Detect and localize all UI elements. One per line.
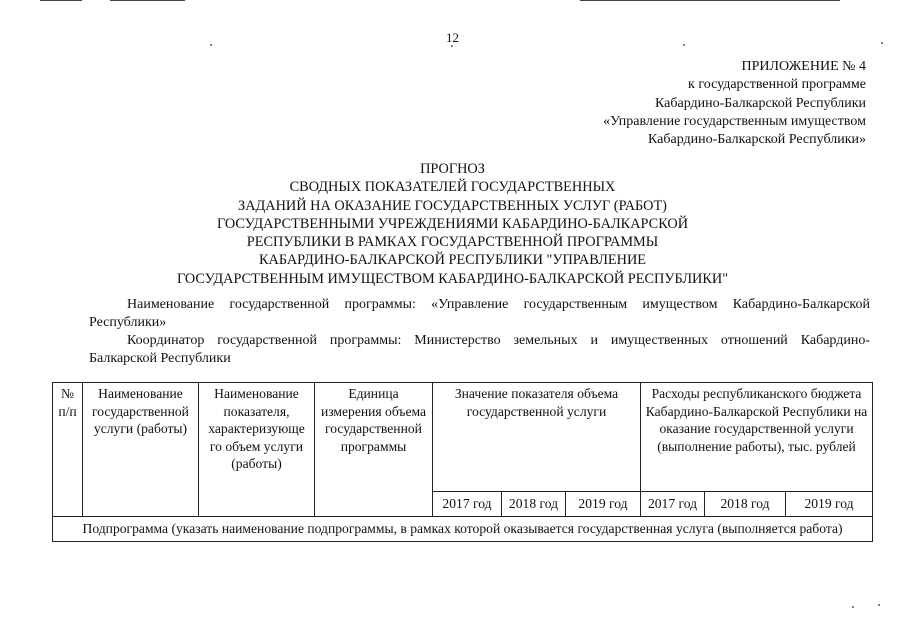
value-year-2019: 2019 год — [566, 492, 641, 517]
appendix-label: ПРИЛОЖЕНИЕ № 4 — [741, 59, 866, 74]
header-unit: Единица измерения объема государственной программы — [315, 383, 433, 517]
header-expense-group: Расходы республиканского бюджета Кабардино-Балкарской Республики на оказание государственной услуги (выполнение работы), тыс. рублей — [641, 383, 873, 492]
title-line: ПРОГНОЗ — [420, 161, 485, 177]
header-service-name: Наименование государственной услуги (работы) — [83, 383, 199, 517]
header-value-group: Значение показателя объема государственной услуги — [433, 383, 641, 492]
program-name-line: Наименование государственной программы: «Управление государственным имуществом Кабардино-Балкарской — [127, 297, 870, 312]
subprogram-cell: Подпрограмма (указать наименование подпрограммы, в рамках которой оказывается государственная услуга (выполняется работа) — [53, 517, 873, 542]
scan-line-artifact — [40, 0, 82, 1]
page-number: 12 — [446, 30, 459, 45]
scan-line-artifact — [580, 0, 840, 1]
table-header-row — [53, 383, 873, 492]
subprogram-row — [53, 517, 873, 542]
program-name-line: Республики» — [89, 315, 167, 330]
appendix-line: Кабардино-Балкарской Республики — [655, 95, 866, 111]
header-num: № п/п — [53, 383, 83, 517]
coordinator-line: Координатор государственной программы: Министерство земельных и имущественных отношений Кабардино- — [127, 333, 870, 348]
expense-year-2017: 2017 год — [641, 492, 705, 517]
scan-line-artifact — [110, 0, 185, 1]
coordinator-line: Балкарской Республики — [89, 351, 231, 366]
title-line: ГОСУДАРСТВЕННЫМ ИМУЩЕСТВОМ КАБАРДИНО-БАЛКАРСКОЙ РЕСПУБЛИКИ" — [176, 270, 729, 287]
title-line: ЗАДАНИЙ НА ОКАЗАНИЕ ГОСУДАРСТВЕННЫХ УСЛУГ (РАБОТ) — [238, 197, 667, 214]
appendix-line: «Управление государственным имуществом — [603, 113, 866, 129]
scan-speck — [878, 604, 880, 606]
value-year-2017: 2017 год — [433, 492, 502, 517]
appendix-line: Кабардино-Балкарской Республики» — [648, 132, 866, 148]
title-line: ГОСУДАРСТВЕННЫМИ УЧРЕЖДЕНИЯМИ КАБАРДИНО-БАЛКАРСКОЙ — [216, 215, 689, 232]
expense-year-2018: 2018 год — [705, 492, 786, 517]
title-line: СВОДНЫХ ПОКАЗАТЕЛЕЙ ГОСУДАРСТВЕННЫХ — [289, 179, 616, 196]
title-line: РЕСПУБЛИКИ В РАМКАХ ГОСУДАРСТВЕННОЙ ПРОГРАММЫ — [246, 234, 659, 251]
title-line: КАБАРДИНО-БАЛКАРСКОЙ РЕСПУБЛИКИ "УПРАВЛЕНИЕ — [258, 252, 647, 269]
appendix-line: к государственной программе — [688, 77, 866, 93]
expense-year-2019: 2019 год — [786, 492, 873, 517]
program-name-paragraph — [89, 296, 870, 332]
forecast-table — [52, 382, 873, 542]
document-title — [0, 160, 905, 288]
scan-speck — [852, 606, 854, 608]
value-year-2018: 2018 год — [502, 492, 566, 517]
appendix-block — [603, 58, 866, 149]
coordinator-paragraph — [89, 332, 870, 368]
header-indicator-name: Наименование показателя, характеризующе го объем услуги (работы) — [199, 383, 315, 517]
